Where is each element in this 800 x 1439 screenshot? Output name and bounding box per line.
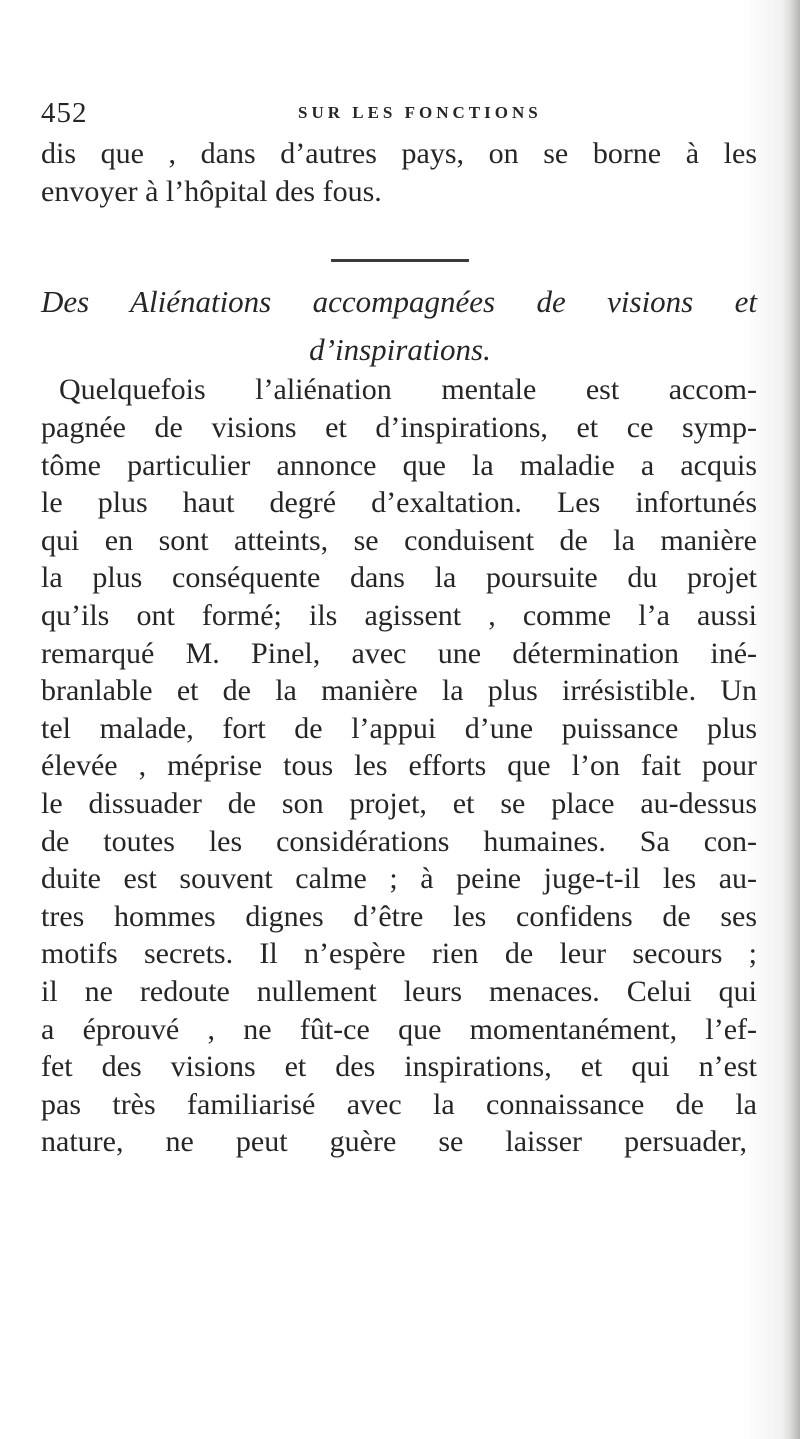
- paragraph-line-20: pas très familiarisé avec la connaissance de la: [41, 1088, 757, 1121]
- paragraph-line-16: motifs secrets. Il n’espère rien de leur secours ;: [41, 937, 757, 970]
- paragraph-line-13: de toutes les considérations humaines. Sa con-: [41, 825, 757, 858]
- paragraph-line-14: duite est souvent calme ; à peine juge-t-il les au-: [41, 862, 757, 895]
- paragraph-line-12: le dissuader de son projet, et se place au-dessus: [41, 787, 757, 820]
- continuation-line-2: envoyer à l’hôpital des fous.: [41, 175, 382, 208]
- continuation-line-1: dis que , dans d’autres pays, on se borne à les: [41, 137, 757, 170]
- paragraph-line-15: tres hommes dignes d’être les confidens de ses: [41, 900, 757, 933]
- paragraph-line-6: la plus conséquente dans la poursuite du projet: [41, 561, 757, 594]
- paragraph-line-1: Quelquefois l’aliénation mentale est accom-: [59, 373, 757, 406]
- paragraph-line-4: le plus haut degré d’exaltation. Les infortunés: [41, 486, 757, 519]
- running-title: SUR LES FONCTIONS: [298, 103, 542, 122]
- paragraph-line-19: fet des visions et des inspirations, et qui n’est: [41, 1050, 757, 1083]
- section-title-line-2: d’inspirations.: [309, 332, 491, 367]
- section-divider: [331, 259, 469, 262]
- section-title-line-1: Des Aliénations accompagnées de visions et: [41, 284, 757, 319]
- paragraph-line-8: remarqué M. Pinel, avec une détermination iné-: [41, 637, 757, 670]
- paragraph-line-5: qui en sont atteints, se conduisent de la manière: [41, 524, 757, 557]
- page-number: 452: [41, 97, 88, 129]
- paragraph-line-3: tôme particulier annonce que la maladie a acquis: [41, 449, 757, 482]
- paragraph-line-2: pagnée de visions et d’inspirations, et ce symp-: [41, 411, 757, 444]
- paragraph-line-10: tel malade, fort de l’appui d’une puissance plus: [41, 712, 757, 745]
- paragraph-line-18: a éprouvé , ne fût-ce que momentanément, l’ef-: [41, 1013, 757, 1046]
- paragraph-line-11: élevée , méprise tous les efforts que l’on fait pour: [41, 749, 757, 782]
- paragraph-line-7: qu’ils ont formé; ils agissent , comme l’a aussi: [41, 599, 757, 632]
- paragraph-line-21: nature, ne peut guère se laisser persuader,: [41, 1125, 747, 1158]
- paragraph-line-9: branlable et de la manière la plus irrésistible. Un: [41, 674, 757, 707]
- running-head: [41, 96, 621, 130]
- page-edge-shadow: [782, 0, 800, 1439]
- paragraph-line-17: il ne redoute nullement leurs menaces. Celui qui: [41, 975, 757, 1008]
